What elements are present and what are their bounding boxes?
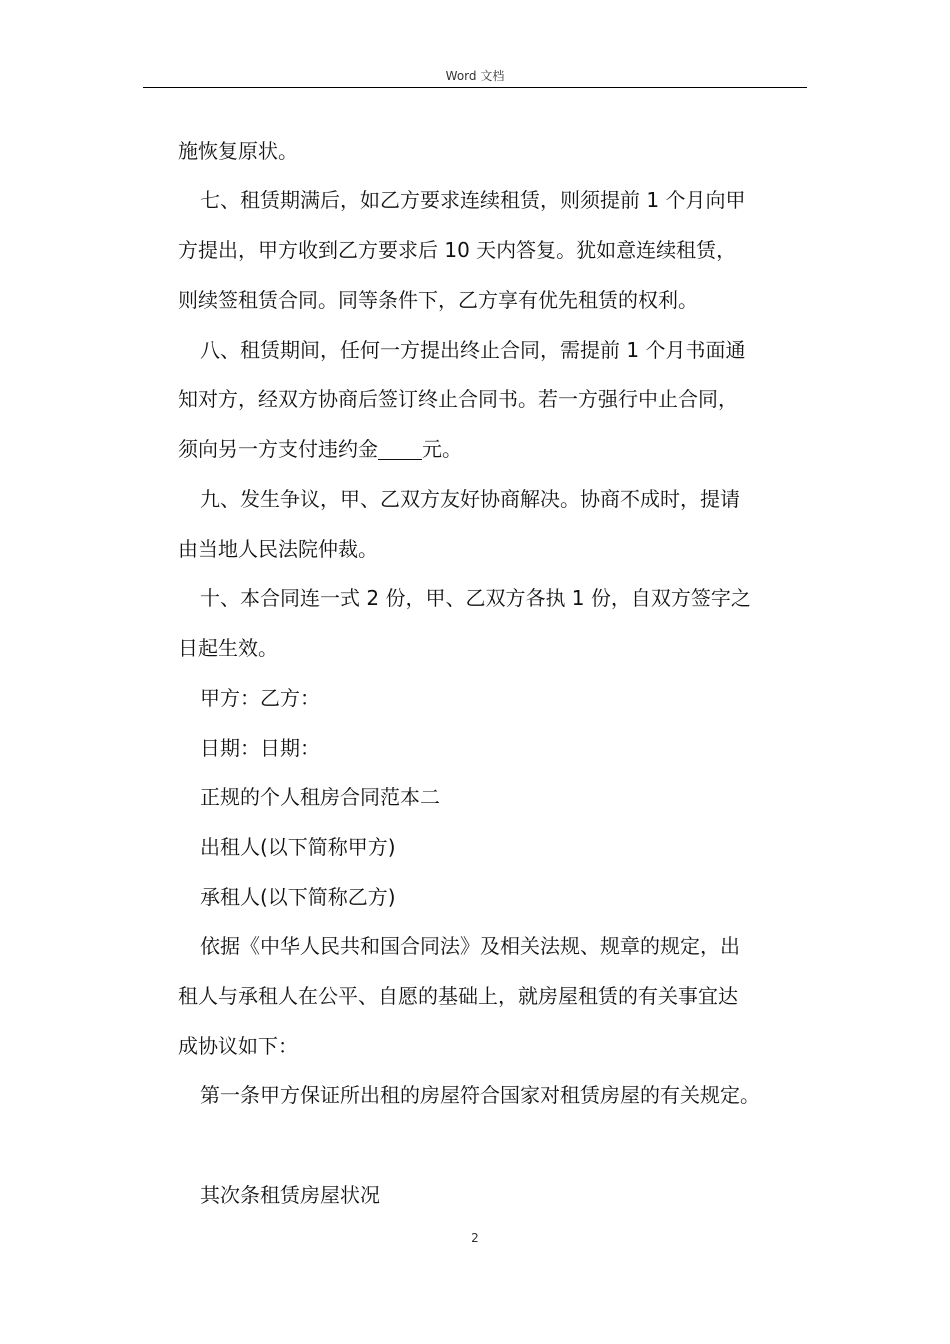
text-line: 九、发生争议，甲、乙双方友好协商解决。协商不成时，提请 [200,487,740,511]
text-segment: 须向另一方支付违约金 [178,437,378,461]
signature-date-line: 日期：日期： [200,736,320,760]
text-line: 知对方，经双方协商后签订终止合同书。若一方强行中止合同， [178,387,738,411]
header-divider [143,87,807,88]
text-line: 由当地人民法院仲裁。 [178,537,378,561]
text-line: 则续签租赁合同。同等条件下，乙方享有优先租赁的权利。 [178,288,698,312]
lessee-line: 承租人(以下简称乙方) [200,885,396,909]
text-line-with-blank [178,434,462,464]
text-line: 施恢复原状。 [178,139,298,163]
section-title: 正规的个人租房合同范本二 [200,785,440,809]
lessor-line: 出租人(以下简称甲方) [200,835,396,859]
text-line: 其次条租赁房屋状况 [200,1183,380,1207]
text-segment: 元。 [422,437,462,461]
text-line: 七、租赁期满后，如乙方要求连续租赁，则须提前 1 个月向甲 [200,188,746,212]
text-line: 依据《中华人民共和国合同法》及相关法规、规章的规定，出 [200,934,740,958]
fill-in-blank [378,437,422,460]
text-line: 十、本合同连一式 2 份，甲、乙双方各执 1 份，自双方签字之 [200,586,751,610]
text-line: 成协议如下： [178,1034,298,1058]
text-line: 日起生效。 [178,636,278,660]
text-line: 第一条甲方保证所出租的房屋符合国家对租赁房屋的有关规定。 [200,1083,760,1107]
text-line: 八、租赁期间，任何一方提出终止合同，需提前 1 个月书面通 [200,338,746,362]
text-line: 租人与承租人在公平、自愿的基础上，就房屋租赁的有关事宜达 [178,984,738,1008]
header-title: Word 文档 [445,69,505,83]
text-line: 方提出，甲方收到乙方要求后 10 天内答复。犹如意连续租赁， [178,238,737,262]
signature-party-line: 甲方：乙方： [200,686,320,710]
page-number: 2 [471,1231,479,1245]
